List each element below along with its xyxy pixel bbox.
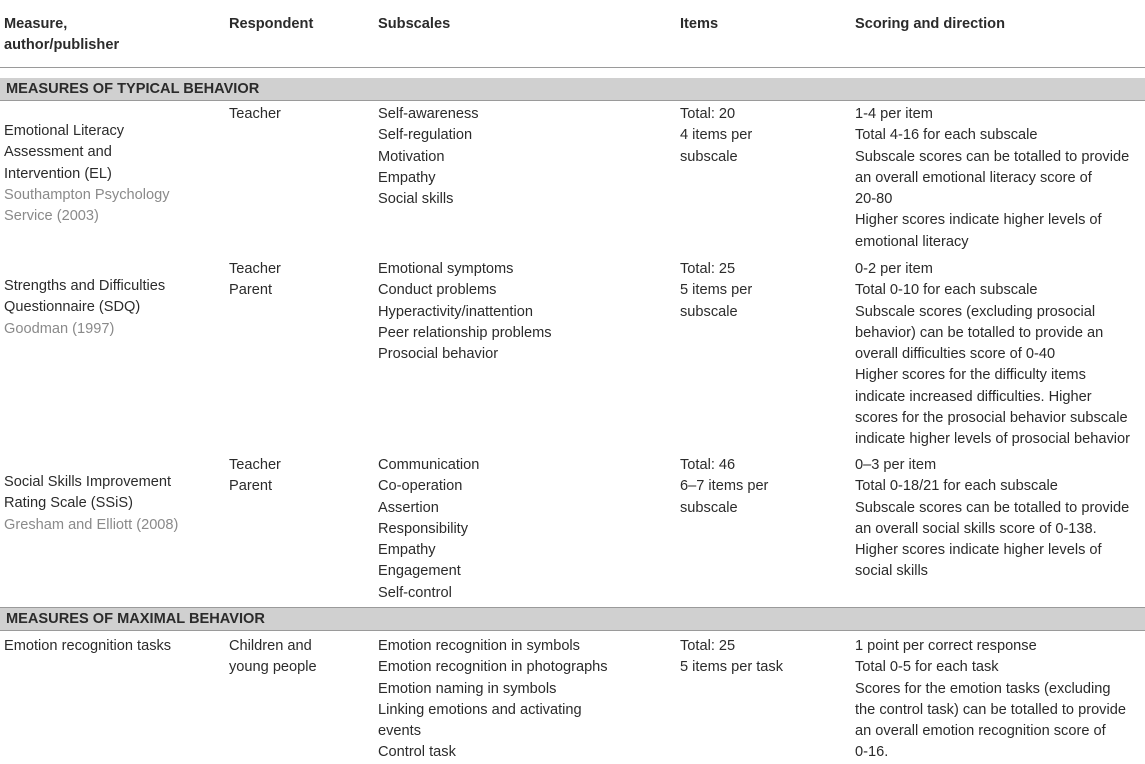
scoring-cell-line: emotional literacy <box>855 233 969 250</box>
respondent-cell <box>229 104 369 125</box>
subscales-cell-line: Hyperactivity/inattention <box>378 303 533 320</box>
items-cell-line: Total: 46 <box>680 457 736 473</box>
measure-cell <box>4 472 219 536</box>
items-cell-line: subscale <box>680 303 738 320</box>
subscales-cell-line: Self-awareness <box>378 106 479 122</box>
subscales-cell-line: Emotion recognition in symbols <box>378 638 580 654</box>
subscales-cell-line: Assertion <box>378 499 439 516</box>
scoring-cell-line: 0-2 per item <box>855 261 933 277</box>
scoring-cell-line: Total 0-10 for each subscale <box>855 282 1038 299</box>
scoring-cell <box>855 636 1145 764</box>
scoring-cell-line: Total 0-18/21 for each subscale <box>855 478 1058 495</box>
scoring-cell-line: Scores for the emotion tasks (excluding <box>855 680 1111 697</box>
subscales-cell-line: Emotion naming in symbols <box>378 680 557 697</box>
items-cell-line: 5 items per <box>680 282 753 299</box>
items-cell-line: subscale <box>680 499 738 516</box>
scoring-cell-line: behavior) can be totalled to provide an <box>855 324 1104 341</box>
subscales-cell-line: Emotion recognition in photographs <box>378 659 608 676</box>
scoring-cell-line: 0-16. <box>855 744 889 761</box>
scoring-cell <box>855 455 1145 583</box>
scoring-cell-line: 1 point per correct response <box>855 638 1037 654</box>
subscales-cell-line: Conduct problems <box>378 282 497 299</box>
measure-cell-line: Southampton Psychology <box>4 186 170 203</box>
table-header <box>0 14 1145 60</box>
subscales-cell-line: Co-operation <box>378 478 463 495</box>
section-rule <box>0 630 1145 631</box>
header-rule <box>0 67 1145 68</box>
measure-cell-line: Strengths and Difficulties <box>4 278 166 294</box>
subscales-cell <box>378 104 668 210</box>
scoring-cell-line: Higher scores indicate higher levels of <box>855 212 1102 229</box>
measure-cell-line: Gresham and Elliott (2008) <box>4 516 179 533</box>
scoring-cell-line: an overall emotion recognition score of <box>855 723 1106 740</box>
header-measure-line-2: author/publisher <box>4 37 120 53</box>
scoring-cell <box>855 104 1145 253</box>
measure-cell-line: Emotional Literacy <box>4 123 125 139</box>
subscales-cell-line: Peer relationship problems <box>378 324 552 341</box>
measure-cell-line: Questionnaire (SDQ) <box>4 299 141 316</box>
respondent-cell-line: young people <box>229 659 317 676</box>
measure-cell-line: Social Skills Improvement <box>4 474 172 490</box>
subscales-cell-line: Emotional symptoms <box>378 261 514 277</box>
scoring-cell-line: indicate increased difficulties. Higher <box>855 388 1092 405</box>
section-title: MEASURES OF TYPICAL BEHAVIOR <box>6 81 260 97</box>
measure-cell-line: Service (2003) <box>4 208 99 225</box>
measure-cell <box>4 121 219 227</box>
subscales-cell-line: Empathy <box>378 542 436 559</box>
respondent-cell-line: Children and <box>229 638 312 654</box>
measure-cell-line: Emotion recognition tasks <box>4 638 172 654</box>
items-cell <box>680 104 840 168</box>
scoring-cell-line: Subscale scores (excluding prosocial <box>855 303 1096 320</box>
section-title: MEASURES OF MAXIMAL BEHAVIOR <box>6 611 265 627</box>
scoring-cell-line: overall difficulties score of 0-40 <box>855 346 1056 363</box>
scoring-cell-line: Higher scores indicate higher levels of <box>855 542 1102 559</box>
header-measure-line-1: Measure, <box>4 16 68 32</box>
header-subscales: Subscales <box>378 16 451 32</box>
items-cell <box>680 636 840 679</box>
items-cell-line: 4 items per <box>680 127 753 144</box>
subscales-cell-line: Communication <box>378 457 480 473</box>
respondent-cell-line: Teacher <box>229 261 281 277</box>
header-measure <box>4 14 119 56</box>
header-scoring: Scoring and direction <box>855 16 1006 32</box>
respondent-cell-line: Teacher <box>229 457 281 473</box>
scoring-cell-line: social skills <box>855 563 928 580</box>
measure-cell-line: Goodman (1997) <box>4 320 115 337</box>
scoring-cell-line: 0–3 per item <box>855 457 937 473</box>
scoring-cell-line: Subscale scores can be totalled to provide <box>855 148 1130 165</box>
scoring-cell-line: 20-80 <box>855 191 893 208</box>
section-band-typical <box>0 78 1145 100</box>
items-cell <box>680 455 840 519</box>
scoring-cell-line: 1-4 per item <box>855 106 933 122</box>
scoring-cell <box>855 259 1145 451</box>
scoring-cell-line: scores for the prosocial behavior subscale <box>855 410 1128 427</box>
scoring-cell-line: Total 0-5 for each task <box>855 659 999 676</box>
items-cell-line: Total: 25 <box>680 638 736 654</box>
scoring-cell-line: Higher scores for the difficulty items <box>855 367 1086 384</box>
subscales-cell-line: Responsibility <box>378 520 469 537</box>
measure-cell <box>4 636 219 657</box>
respondent-cell-line: Parent <box>229 478 272 495</box>
measure-cell-line: Assessment and <box>4 144 112 161</box>
subscales-cell <box>378 636 668 764</box>
respondent-cell <box>229 636 369 679</box>
items-cell-line: 5 items per task <box>680 659 784 676</box>
header-respondent: Respondent <box>229 16 314 32</box>
scoring-cell-line: Total 4-16 for each subscale <box>855 127 1038 144</box>
measure-cell-line: Intervention (EL) <box>4 165 112 182</box>
items-cell <box>680 259 840 323</box>
respondent-cell-line: Parent <box>229 282 272 299</box>
header-items: Items <box>680 16 719 32</box>
section-rule <box>0 100 1145 101</box>
scoring-cell-line: an overall emotional literacy score of <box>855 169 1092 186</box>
subscales-cell <box>378 455 668 604</box>
measure-cell-line: Rating Scale (SSiS) <box>4 495 133 512</box>
scoring-cell-line: an overall social skills score of 0-138. <box>855 520 1097 537</box>
subscales-cell-line: Motivation <box>378 148 445 165</box>
subscales-cell-line: events <box>378 723 421 740</box>
subscales-cell-line: Self-regulation <box>378 127 473 144</box>
scoring-cell-line: Subscale scores can be totalled to provide <box>855 499 1130 516</box>
subscales-cell-line: Linking emotions and activating <box>378 701 582 718</box>
scoring-cell-line: the control task) can be totalled to provide <box>855 701 1126 718</box>
subscales-cell-line: Social skills <box>378 191 454 208</box>
scoring-cell-line: indicate higher levels of prosocial behavior <box>855 431 1131 448</box>
subscales-cell-line: Prosocial behavior <box>378 346 499 363</box>
items-cell-line: subscale <box>680 148 738 165</box>
section-band-maximal <box>0 608 1145 630</box>
measure-cell <box>4 276 219 340</box>
respondent-cell <box>229 259 369 302</box>
subscales-cell-line: Control task <box>378 744 456 761</box>
subscales-cell <box>378 259 668 365</box>
respondent-cell-line: Teacher <box>229 106 281 122</box>
subscales-cell-line: Self-control <box>378 584 452 601</box>
items-cell-line: 6–7 items per <box>680 478 769 495</box>
subscales-cell-line: Empathy <box>378 169 436 186</box>
respondent-cell <box>229 455 369 498</box>
items-cell-line: Total: 20 <box>680 106 736 122</box>
subscales-cell-line: Engagement <box>378 563 461 580</box>
items-cell-line: Total: 25 <box>680 261 736 277</box>
